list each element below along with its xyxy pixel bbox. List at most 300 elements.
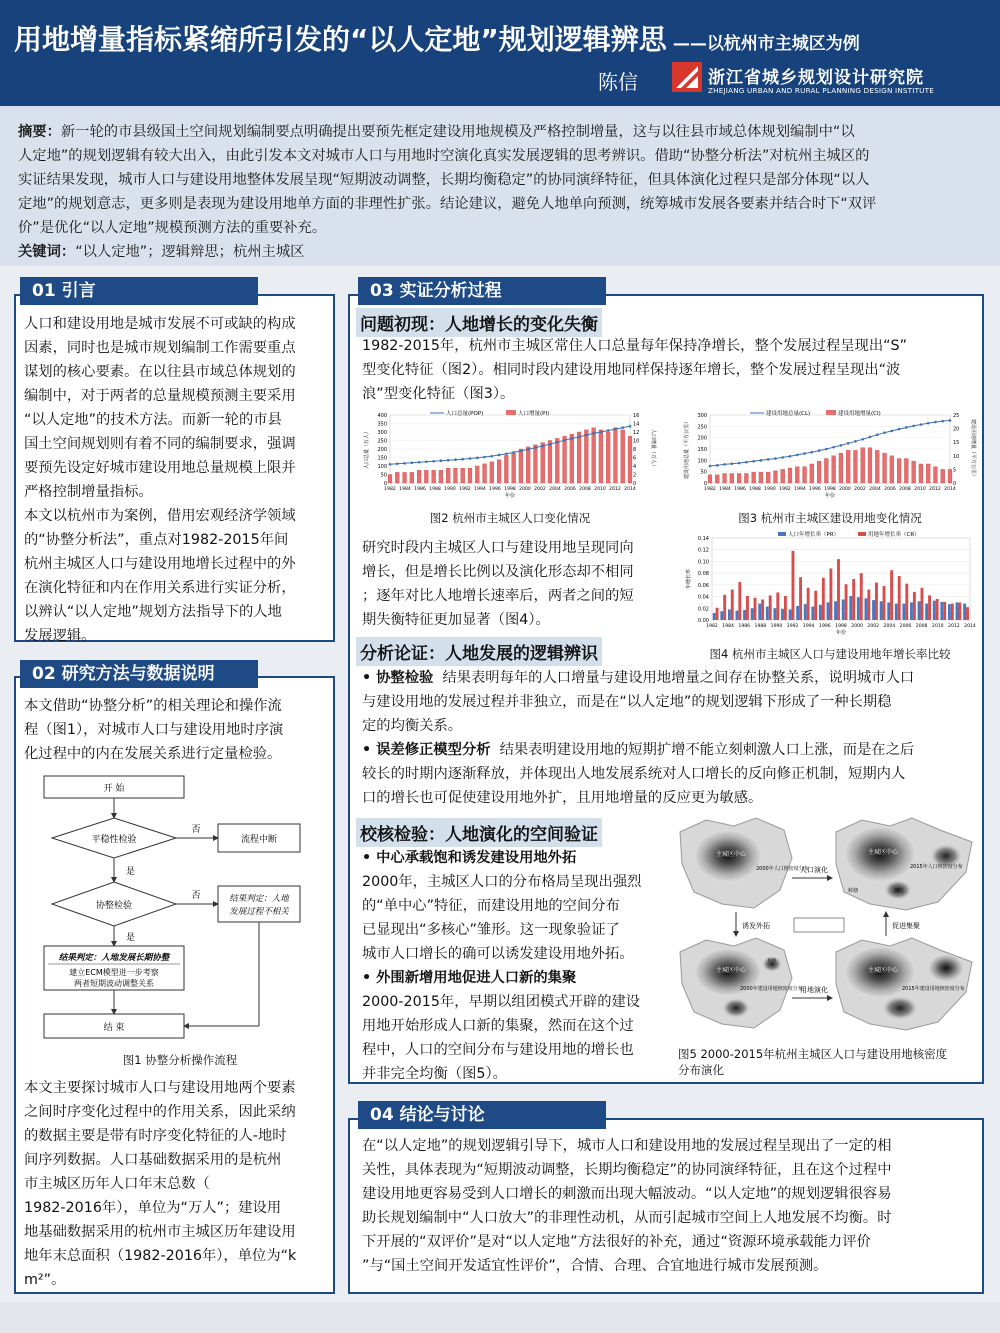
y-tick-right: 10 xyxy=(953,453,960,460)
bar-population xyxy=(933,601,936,620)
text-line: 严格控制增量指标。 xyxy=(24,484,153,500)
data-point xyxy=(840,444,843,447)
y-tick-right: 25 xyxy=(953,413,960,419)
x-tick: 1998 xyxy=(824,487,836,492)
bullet-text: 结果表明每年的人口增量与建设用地增量之间存在协整关系，说明城市人口 xyxy=(442,670,915,686)
x-tick: 1994 xyxy=(802,624,815,629)
bar xyxy=(403,472,407,483)
flow-no-result-a: 结果判定：人地 xyxy=(229,894,289,904)
bar xyxy=(846,450,850,483)
bar xyxy=(570,434,574,483)
map-2015-landuse xyxy=(836,938,972,1030)
data-point xyxy=(483,456,486,459)
map-arrow-label: 诱发外拓 xyxy=(742,922,770,930)
y-tick-right: 8 xyxy=(633,447,637,453)
x-tick: 1996 xyxy=(809,487,821,492)
keywords-text: “以人定地”；逻辑辩思；杭州主城区 xyxy=(75,244,305,260)
data-point xyxy=(440,459,443,462)
bar-population xyxy=(804,604,807,620)
text-line: 增长，但是增长比例以及演化形态却不相同 xyxy=(362,564,634,580)
text-line: 编制中，对于两者的总量规模预测主要采用 xyxy=(24,388,296,404)
figure-1-caption: 图1 协整分析操作流程 xyxy=(122,1053,238,1067)
bar xyxy=(904,459,908,483)
figure-4-growth-rate-chart xyxy=(682,528,978,638)
bar-landuse xyxy=(936,599,939,620)
x-tick: 1984 xyxy=(719,487,731,492)
text-line: 杭州主城区人口与建设用地增长过程中的外 xyxy=(24,556,296,572)
x-tick: 1986 xyxy=(414,487,426,492)
flow-ecm-a: 建立ECM模型进一步考察 xyxy=(69,968,159,977)
x-tick: 1988 xyxy=(754,624,767,629)
text-line xyxy=(362,738,972,762)
map-2015-population xyxy=(836,818,972,910)
bar xyxy=(454,468,458,483)
bar xyxy=(461,468,465,483)
bar-population xyxy=(963,604,966,620)
bar xyxy=(708,475,712,483)
bullet-ecm-label: • 误差修正模型分析 xyxy=(362,742,491,758)
bar xyxy=(483,464,487,483)
data-point xyxy=(541,445,544,448)
bar-landuse xyxy=(966,607,969,620)
map-label: 主城区中心 xyxy=(868,849,899,856)
bar-population xyxy=(796,606,799,620)
bar xyxy=(432,470,436,483)
subheading-verification: 校核检验：人地演化的空间验证 xyxy=(356,818,602,847)
bar-landuse xyxy=(723,595,726,620)
bar-population xyxy=(872,600,875,620)
x-tick: 1986 xyxy=(734,487,746,492)
text-line: 研究时段内主城区人口与建设用地呈现同向 xyxy=(362,540,634,556)
poster-footer xyxy=(0,1302,1000,1333)
y-tick-right: 10 xyxy=(633,438,640,445)
bar xyxy=(788,468,792,483)
text-line: 在“以人定地”的规划逻辑引导下，城市人口和建设用地的发展过程呈现出了一定的相 xyxy=(362,1138,892,1154)
bar-landuse xyxy=(905,584,908,620)
bullet-text: 结果表明建设用地的短期扩增不能立刻刺激人口上涨，而是在之后 xyxy=(499,742,915,758)
legend-label: 人口总量(POP) xyxy=(446,411,484,417)
y-tick-left: 200 xyxy=(697,435,707,442)
figure-5-density-maps xyxy=(676,812,978,1044)
poster-title xyxy=(14,18,860,58)
x-tick: 2012 xyxy=(609,487,621,492)
x-tick: 1984 xyxy=(399,487,411,492)
text-line: 用地开始形成人口新的集聚，然而在这个过 xyxy=(362,1018,634,1034)
data-point xyxy=(403,462,406,465)
bar xyxy=(424,470,428,483)
abstract-line: 定地”的规划意志，更多则是表现为建设用地单方面的非理性扩张。结论建议，避免人地单向预测，统筹城市发展各要素并结合时下“双评 xyxy=(18,196,877,212)
bar xyxy=(439,470,443,483)
y-tick-right: 2 xyxy=(633,472,637,479)
data-point xyxy=(796,454,799,457)
flow-no-label: 否 xyxy=(191,825,201,835)
bar xyxy=(614,428,618,483)
data-point xyxy=(861,438,864,441)
bar xyxy=(948,469,952,483)
bar-landuse xyxy=(792,551,795,620)
bar xyxy=(715,475,719,483)
figure-4-caption: 图4 杭州市主城区人口与建设用地年增长率比较 xyxy=(709,647,951,661)
bar-population xyxy=(773,608,776,620)
bar xyxy=(781,469,785,483)
figure-5-caption-line: 图5 2000-2015年杭州主城区人口与建设用地核密度 xyxy=(678,1047,948,1061)
abstract-line: 人定地”的规划逻辑有较大出入，由此引发本文对城市人口与用地时空演化真实发展逻辑的思考辨识。借助“协整分析法”对杭州主城区的 xyxy=(18,148,870,164)
map-legend: 2000年建设用地核密度分布 xyxy=(740,986,803,992)
map-arrow-label: 用地演化 xyxy=(800,986,828,994)
flow-stationarity-label: 平稳性检验 xyxy=(91,835,137,845)
poster-header xyxy=(0,0,1000,106)
legend-swatch xyxy=(778,532,786,536)
bar xyxy=(861,448,865,483)
bar xyxy=(810,464,814,483)
author: 陈信 xyxy=(598,70,638,94)
subheading-problem: 问题初现：人地增长的变化失衡 xyxy=(356,308,602,337)
data-point xyxy=(731,462,734,465)
x-tick: 2000 xyxy=(851,624,863,629)
x-tick: 1992 xyxy=(786,624,799,629)
bar xyxy=(854,450,858,483)
text-line: 因素，同时也是城市规划编制工作需要重点 xyxy=(24,340,296,356)
x-tick: 2008 xyxy=(915,624,928,629)
data-point xyxy=(454,458,457,461)
data-point xyxy=(571,437,574,440)
bar xyxy=(875,450,879,483)
bar xyxy=(410,472,414,483)
data-point xyxy=(629,425,632,428)
map-label: 转塘 xyxy=(848,888,859,894)
section-02-title: 02 研究方法与数据说明 xyxy=(20,660,258,688)
bar-landuse xyxy=(845,584,848,620)
x-tick: 1994 xyxy=(474,487,486,492)
flow-no-result-b: 发展过程不相关 xyxy=(229,907,289,917)
bar xyxy=(497,460,501,483)
data-point xyxy=(941,420,944,423)
section-04-title: 04 结论与讨论 xyxy=(358,1101,606,1129)
bar xyxy=(926,464,930,483)
bar-population xyxy=(751,608,754,620)
bar xyxy=(446,468,450,483)
x-tick: 2006 xyxy=(899,624,912,629)
data-point xyxy=(934,421,937,424)
legend-swatch xyxy=(826,410,836,415)
bar xyxy=(548,441,552,484)
bar-landuse xyxy=(822,578,825,620)
bar-population xyxy=(925,604,928,620)
bar xyxy=(519,449,523,483)
data-point xyxy=(556,441,559,444)
bar-landuse xyxy=(776,592,779,620)
x-tick: 2004 xyxy=(549,487,561,492)
bar xyxy=(628,436,632,483)
x-tick: 2014 xyxy=(944,487,956,492)
x-tick: 2000 xyxy=(519,487,531,492)
bar-population xyxy=(918,601,921,620)
x-axis-label: 年份 xyxy=(824,493,836,499)
data-point xyxy=(621,426,624,429)
y-axis-label-left: 建设用地总量（平方公里） xyxy=(684,418,690,480)
text-line: ”与“国土空间开发适宜性评价”，合情、合理、合宜地进行城市发展预测。 xyxy=(362,1258,828,1274)
data-point xyxy=(920,423,923,426)
flow-stop-label: 流程中断 xyxy=(240,835,278,845)
y-tick-left: 350 xyxy=(377,421,387,428)
data-point xyxy=(825,448,828,451)
bar xyxy=(526,447,530,483)
bar xyxy=(817,461,821,483)
data-point xyxy=(949,419,952,422)
bar-population xyxy=(713,613,716,620)
keywords-label: 关键词： xyxy=(18,244,76,260)
section-03-bullets-analysis xyxy=(362,666,972,810)
flow-no-label: 否 xyxy=(191,891,201,901)
bar-population xyxy=(857,597,860,620)
bar xyxy=(468,468,472,483)
bar-landuse xyxy=(951,604,954,620)
x-tick: 2014 xyxy=(964,624,976,629)
bar xyxy=(730,473,734,483)
data-point xyxy=(781,456,784,459)
bar xyxy=(824,459,828,483)
legend-label: 人口增量(PI) xyxy=(518,411,550,417)
y-tick: 0.10 xyxy=(697,559,709,566)
text-line: 国土空间规划则有着不同的编制要求，强调 xyxy=(24,436,296,452)
bar xyxy=(388,475,392,484)
x-tick: 2004 xyxy=(869,487,881,492)
data-point xyxy=(774,457,777,460)
y-tick: 0.02 xyxy=(697,606,709,613)
bar xyxy=(774,471,778,483)
figure-5-caption-line: 分布演化 xyxy=(678,1063,724,1077)
flowchart-figure xyxy=(30,770,330,1050)
text-line: 下开展的“双评价”是对“以人定地”方法很好的补充，通过“资源环境承载能力评价 xyxy=(362,1234,871,1250)
legend-label: 人口年增长率（PR） xyxy=(788,532,840,538)
text-line: 定的均衡关系。 xyxy=(362,718,463,734)
bar xyxy=(759,472,763,483)
bar-population xyxy=(842,600,845,621)
data-point xyxy=(738,462,741,465)
bar-landuse xyxy=(958,602,961,620)
bar-landuse xyxy=(898,576,901,620)
bar xyxy=(890,456,894,483)
section-03-p2 xyxy=(362,536,678,632)
bar xyxy=(592,428,596,483)
bar-landuse xyxy=(890,570,893,620)
bar xyxy=(723,473,727,483)
bar-population xyxy=(902,604,905,620)
x-tick: 1988 xyxy=(429,487,441,492)
subheading-analysis: 分析论证：人地发展的逻辑辨识 xyxy=(356,637,602,666)
text-line: 助长规划编制中“人口放大”的非理性动机，从而引起城市空间上人地发展不均衡。时 xyxy=(362,1210,892,1226)
figure-5-caption xyxy=(678,1046,978,1078)
bar xyxy=(766,472,770,483)
bar xyxy=(832,456,836,483)
y-axis-label-right: 建设用地增量（平方公里） xyxy=(970,418,976,480)
bar-population xyxy=(758,604,761,620)
bar xyxy=(555,438,559,483)
x-tick: 2012 xyxy=(929,487,941,492)
bar-population xyxy=(865,598,868,620)
x-tick: 2008 xyxy=(579,487,591,492)
text-line: 2000-2015年，早期以组团模式开辟的建设 xyxy=(362,994,641,1010)
bar xyxy=(744,473,748,483)
text-line: 并非完全均衡（图5）。 xyxy=(362,1066,507,1082)
bar-landuse xyxy=(829,568,832,620)
data-point xyxy=(585,434,588,437)
flow-start-label: 开 始 xyxy=(103,784,125,794)
x-tick: 1996 xyxy=(819,624,831,629)
section-02-text-bottom xyxy=(24,1076,329,1292)
bar-population xyxy=(736,611,739,620)
bar-landuse xyxy=(761,600,764,621)
y-tick-left: 150 xyxy=(377,455,387,462)
flow-coint-label: 协整检验 xyxy=(95,901,133,911)
y-tick-left: 0 xyxy=(703,481,707,487)
bar xyxy=(563,436,567,483)
text-line: 1982-2015年，杭州市主城区常住人口总量每年保持净增长，整个发展过程呈现出“S” xyxy=(362,338,908,354)
bar-population xyxy=(834,601,837,620)
bar-population xyxy=(789,609,792,620)
map-legend: 2015年建设用地核密度分布 xyxy=(902,986,965,992)
text-line: 1982-2016年），单位为“万人”；建设用 xyxy=(24,1200,282,1216)
keywords-line xyxy=(18,240,982,264)
text-line: 程中，人口的空间分布与建设用地的增长也 xyxy=(362,1042,634,1058)
data-point xyxy=(411,461,414,464)
data-point xyxy=(716,464,719,467)
data-point xyxy=(803,452,806,455)
map-label: 下沙 xyxy=(766,958,777,964)
x-tick: 2000 xyxy=(839,487,851,492)
data-point xyxy=(520,450,523,453)
abstract-line xyxy=(18,120,982,144)
bar-population xyxy=(940,602,943,620)
flow-yes-result: 结果判定：人地发展长期协整 xyxy=(58,953,170,963)
y-tick-left: 0 xyxy=(383,481,387,487)
text-line: “以人定地”的技术方法。而新一轮的市县 xyxy=(24,412,282,428)
x-tick: 1986 xyxy=(738,624,751,629)
x-tick: 1990 xyxy=(444,487,456,492)
institute-name: 浙江省城乡规划设计研究院 xyxy=(708,68,924,88)
y-tick-left: 300 xyxy=(377,430,387,436)
bar-population xyxy=(948,604,951,620)
bar-landuse xyxy=(814,591,817,620)
figure-2-caption: 图2 杭州市主城区人口变化情况 xyxy=(429,511,591,525)
data-point xyxy=(607,429,610,432)
data-point xyxy=(883,431,886,434)
figure-3-landuse-chart xyxy=(680,405,980,505)
x-tick: 1982 xyxy=(384,487,396,492)
x-tick: 1998 xyxy=(504,487,516,492)
abstract-text: 新一轮的市县级国土空间规划编制要点明确提出要预先框定建设用地规模及严格控制增量，这与以往县市域总体规划编制中“以 xyxy=(60,124,855,140)
data-point xyxy=(461,458,464,461)
section-02-text-top xyxy=(24,694,329,766)
y-tick: 0.08 xyxy=(697,571,709,578)
text-line: 之间时序变化过程中的作用关系，因此采纳 xyxy=(24,1104,296,1120)
bar xyxy=(504,455,508,483)
bar-landuse xyxy=(746,596,749,620)
legend-label: 建设用地总量(CL) xyxy=(766,411,811,417)
text-line: 的“单中心”特征，而建设用地的空间分布 xyxy=(362,898,620,914)
bar-population xyxy=(781,609,784,620)
bar-population xyxy=(880,601,883,620)
bar-landuse xyxy=(738,582,741,620)
y-axis-label: 年增长率 xyxy=(686,568,692,590)
data-point xyxy=(491,455,494,458)
text-line: 口的增长也可促使建设用地外扩，且用地增量的反应更为敏感。 xyxy=(362,790,763,806)
map-label: 滨江 xyxy=(894,888,905,894)
text-line: 建设用地更容易受到人口增长的刺激而出现大幅波动。“以人定地”的规划逻辑很容易 xyxy=(362,1186,892,1202)
text-line: 型变化特征（图2）。相同时段内建设用地同样保持逐年增长，整个发展过程呈现出“波 xyxy=(362,362,901,378)
x-tick: 2010 xyxy=(594,487,606,492)
y-tick-left: 250 xyxy=(377,438,387,445)
data-point xyxy=(534,446,537,449)
y-axis-label-right: 人口增量（万人） xyxy=(650,428,656,470)
section-03-p1 xyxy=(362,334,972,406)
x-tick: 1984 xyxy=(722,624,734,629)
text-line: 人口和建设用地是城市发展不可或缺的构成 xyxy=(24,316,296,332)
figure-2-population-chart xyxy=(360,405,660,505)
y-tick-left: 300 xyxy=(697,413,707,419)
x-tick: 2002 xyxy=(854,487,866,492)
bar xyxy=(803,467,807,483)
map-label: 主城区中心 xyxy=(716,967,747,974)
bar-landuse xyxy=(799,577,802,620)
bar xyxy=(752,472,756,483)
x-tick: 2008 xyxy=(899,487,911,492)
map-2000-landuse xyxy=(680,938,803,1028)
data-point xyxy=(549,443,552,446)
data-point xyxy=(905,426,908,429)
data-point xyxy=(447,459,450,462)
y-tick-right: 5 xyxy=(953,467,957,474)
bar-landuse xyxy=(731,590,734,620)
legend-label: 建设用地增量(CI) xyxy=(838,411,881,417)
y-tick: 0.00 xyxy=(697,618,709,624)
data-point xyxy=(396,462,399,465)
text-line: 地年末总面积（1982-2016年），单位为“k xyxy=(24,1248,297,1264)
x-tick: 2006 xyxy=(884,487,896,492)
y-axis-label-left: 人口总量（万人） xyxy=(364,428,370,470)
data-point xyxy=(476,457,479,460)
bar-landuse xyxy=(807,588,810,620)
y-tick-left: 50 xyxy=(380,472,387,479)
data-point xyxy=(614,428,617,431)
bar xyxy=(912,461,916,483)
section-03-title: 03 实证分析过程 xyxy=(358,277,606,305)
map-label: 主城区中心 xyxy=(868,967,899,974)
bar xyxy=(606,432,610,483)
bar-landuse xyxy=(913,592,916,620)
y-tick-right: 0 xyxy=(633,481,637,487)
text-line: 谋划的核心要素。在以往县市域总体规划的 xyxy=(24,364,296,380)
data-point xyxy=(592,432,595,435)
data-point xyxy=(854,440,857,443)
bullet-coint-label: • 协整检验 xyxy=(362,670,434,686)
bar-landuse xyxy=(921,588,924,620)
text-line: 发展逻辑。 xyxy=(24,628,96,644)
bullet-spatial-1-label: • 中心承载饱和诱发建设用地外拓 xyxy=(362,850,577,866)
x-axis-label: 年份 xyxy=(504,493,516,499)
bar-landuse xyxy=(769,595,772,620)
y-tick: 0.12 xyxy=(697,547,709,554)
x-tick: 1992 xyxy=(459,487,471,492)
text-line: 的数据主要是带有时序变化特征的人-地时 xyxy=(24,1128,287,1144)
title-main: 用地增量指标紧缩所引发的“以人定地”规划逻辑辨思 xyxy=(14,23,667,56)
bar-landuse xyxy=(875,583,878,620)
data-point xyxy=(869,436,872,439)
y-tick-left: 250 xyxy=(697,424,707,431)
bar-population xyxy=(910,602,913,620)
data-point xyxy=(811,451,814,454)
bar-landuse xyxy=(852,579,855,620)
